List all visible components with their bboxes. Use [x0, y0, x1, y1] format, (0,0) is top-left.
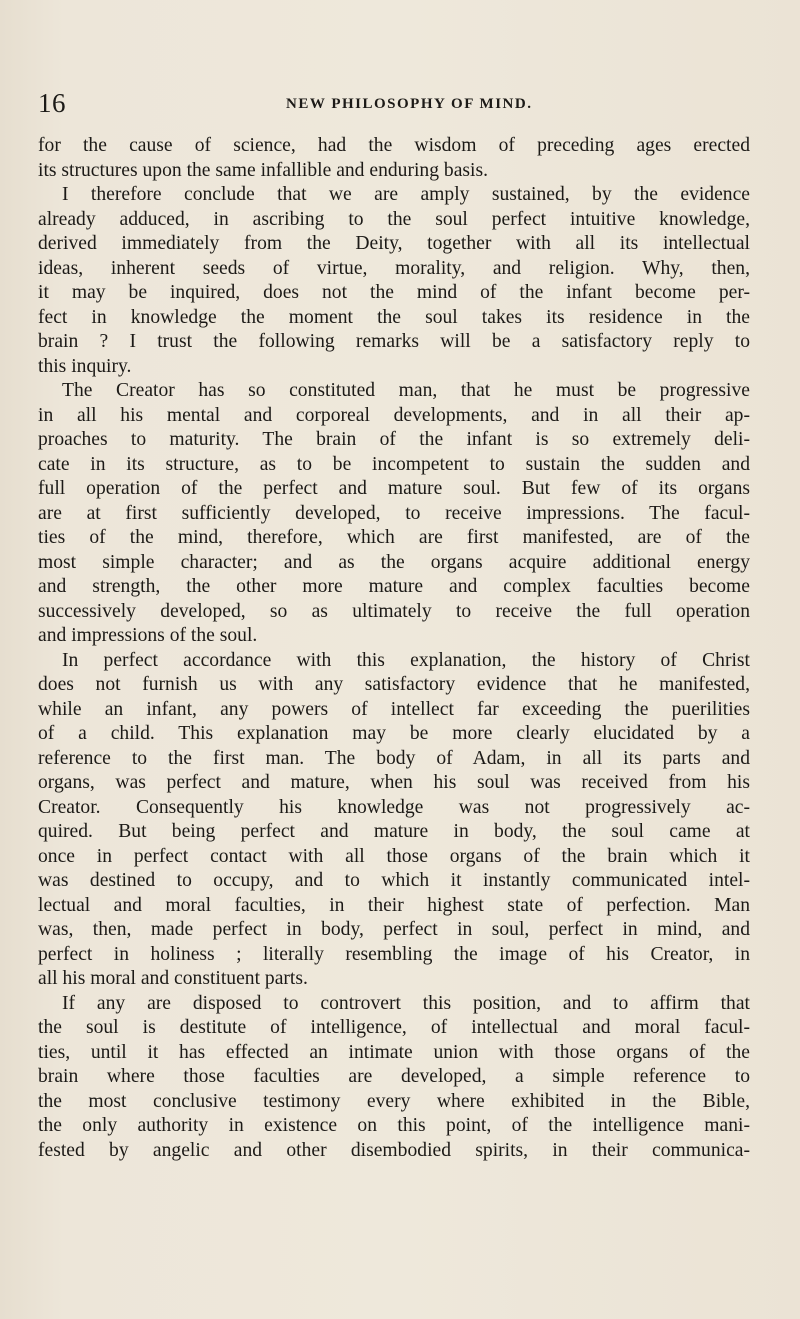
text-line: most simple character; and as the organs acquire additional energy: [38, 551, 750, 573]
text-line: The Creator has so constituted man, that he must be progressive: [62, 380, 750, 401]
text-line: successively developed, so as ultimately to receive the full operation: [38, 600, 750, 622]
text-line: the only authority in existence on this point, of the intelligence mani-: [38, 1115, 750, 1136]
text-line: organs, was perfect and mature, when his soul was received from his: [38, 772, 750, 793]
text-line: Creator. Consequently his knowledge was not progressively ac-: [38, 796, 750, 818]
text-line: in all his mental and corporeal developments, and in all their ap-: [38, 404, 750, 426]
text-line: ties, until it has effected an intimate union with those organs of the: [38, 1041, 750, 1063]
text-line: derived immediately from the Deity, together with all its intellectual: [38, 233, 750, 254]
text-line: and strength, the other more mature and complex faculties become: [38, 576, 750, 597]
text-line: and impressions of the soul.: [38, 625, 258, 646]
text-line: for the cause of science, had the wisdom of preceding ages erected: [38, 135, 750, 156]
page-number: 16: [38, 88, 66, 118]
running-title: NEW PHILOSOPHY OF MIND.: [286, 96, 533, 112]
text-line: are at first sufficiently developed, to receive impressions. The facul-: [38, 502, 750, 524]
text-line: its structures upon the same infallible and enduring basis.: [38, 159, 489, 181]
text-line: while an infant, any powers of intellect far exceeding the puerilities: [38, 698, 750, 720]
text-line: perfect in holiness ; literally resembling the image of his Creator, in: [38, 943, 750, 965]
text-line: full operation of the perfect and mature soul. But few of its organs: [38, 478, 750, 499]
text-line: fect in knowledge the moment the soul takes its residence in the: [38, 306, 750, 328]
text-line: quired. But being perfect and mature in body, the soul came at: [38, 821, 750, 842]
text-line: brain where those faculties are developed, a simple reference to: [38, 1066, 750, 1087]
text-line: fested by angelic and other disembodied spirits, in their communica-: [38, 1139, 750, 1161]
text-line: lectual and moral faculties, in their highest state of perfection. Man: [38, 894, 750, 916]
text-line: was, then, made perfect in body, perfect in soul, perfect in mind, and: [38, 919, 750, 940]
text-line: If any are disposed to controvert this position, and to affirm that: [62, 992, 750, 1014]
text-line: this inquiry.: [38, 355, 132, 377]
text-line: reference to the first man. The body of Adam, in all its parts and: [38, 747, 750, 769]
text-line: In perfect accordance with this explanation, the history of Christ: [62, 649, 750, 671]
text-line: the most conclusive testimony every where exhibited in the Bible,: [38, 1090, 750, 1112]
page-header: [38, 88, 738, 118]
text-line: proaches to maturity. The brain of the infant is so extremely deli-: [38, 429, 750, 450]
text-line: of a child. This explanation may be more clearly elucidated by a: [38, 723, 750, 744]
text-line: once in perfect contact with all those organs of the brain which it: [38, 845, 750, 867]
text-line: brain ? I trust the following remarks will be a satisfactory reply to: [38, 331, 750, 352]
text-line: it may be inquired, does not the mind of the infant become per-: [38, 282, 750, 303]
text-line: does not furnish us with any satisfactory evidence that he manifested,: [38, 674, 750, 695]
text-line: I therefore conclude that we are amply sustained, by the evidence: [62, 184, 750, 205]
text-line: ideas, inherent seeds of virtue, morality, and religion. Why, then,: [38, 257, 750, 279]
body-text: [38, 134, 750, 1163]
text-line: was destined to occupy, and to which it instantly communicated intel-: [38, 870, 750, 891]
text-line: cate in its structure, as to be incompetent to sustain the sudden and: [38, 453, 750, 475]
text-line: all his moral and constituent parts.: [38, 968, 308, 989]
text-line: ties of the mind, therefore, which are first manifested, are of the: [38, 527, 750, 548]
text-line: the soul is destitute of intelligence, of intellectual and moral facul-: [38, 1017, 750, 1038]
text-line: already adduced, in ascribing to the soul perfect intuitive knowledge,: [38, 208, 750, 230]
